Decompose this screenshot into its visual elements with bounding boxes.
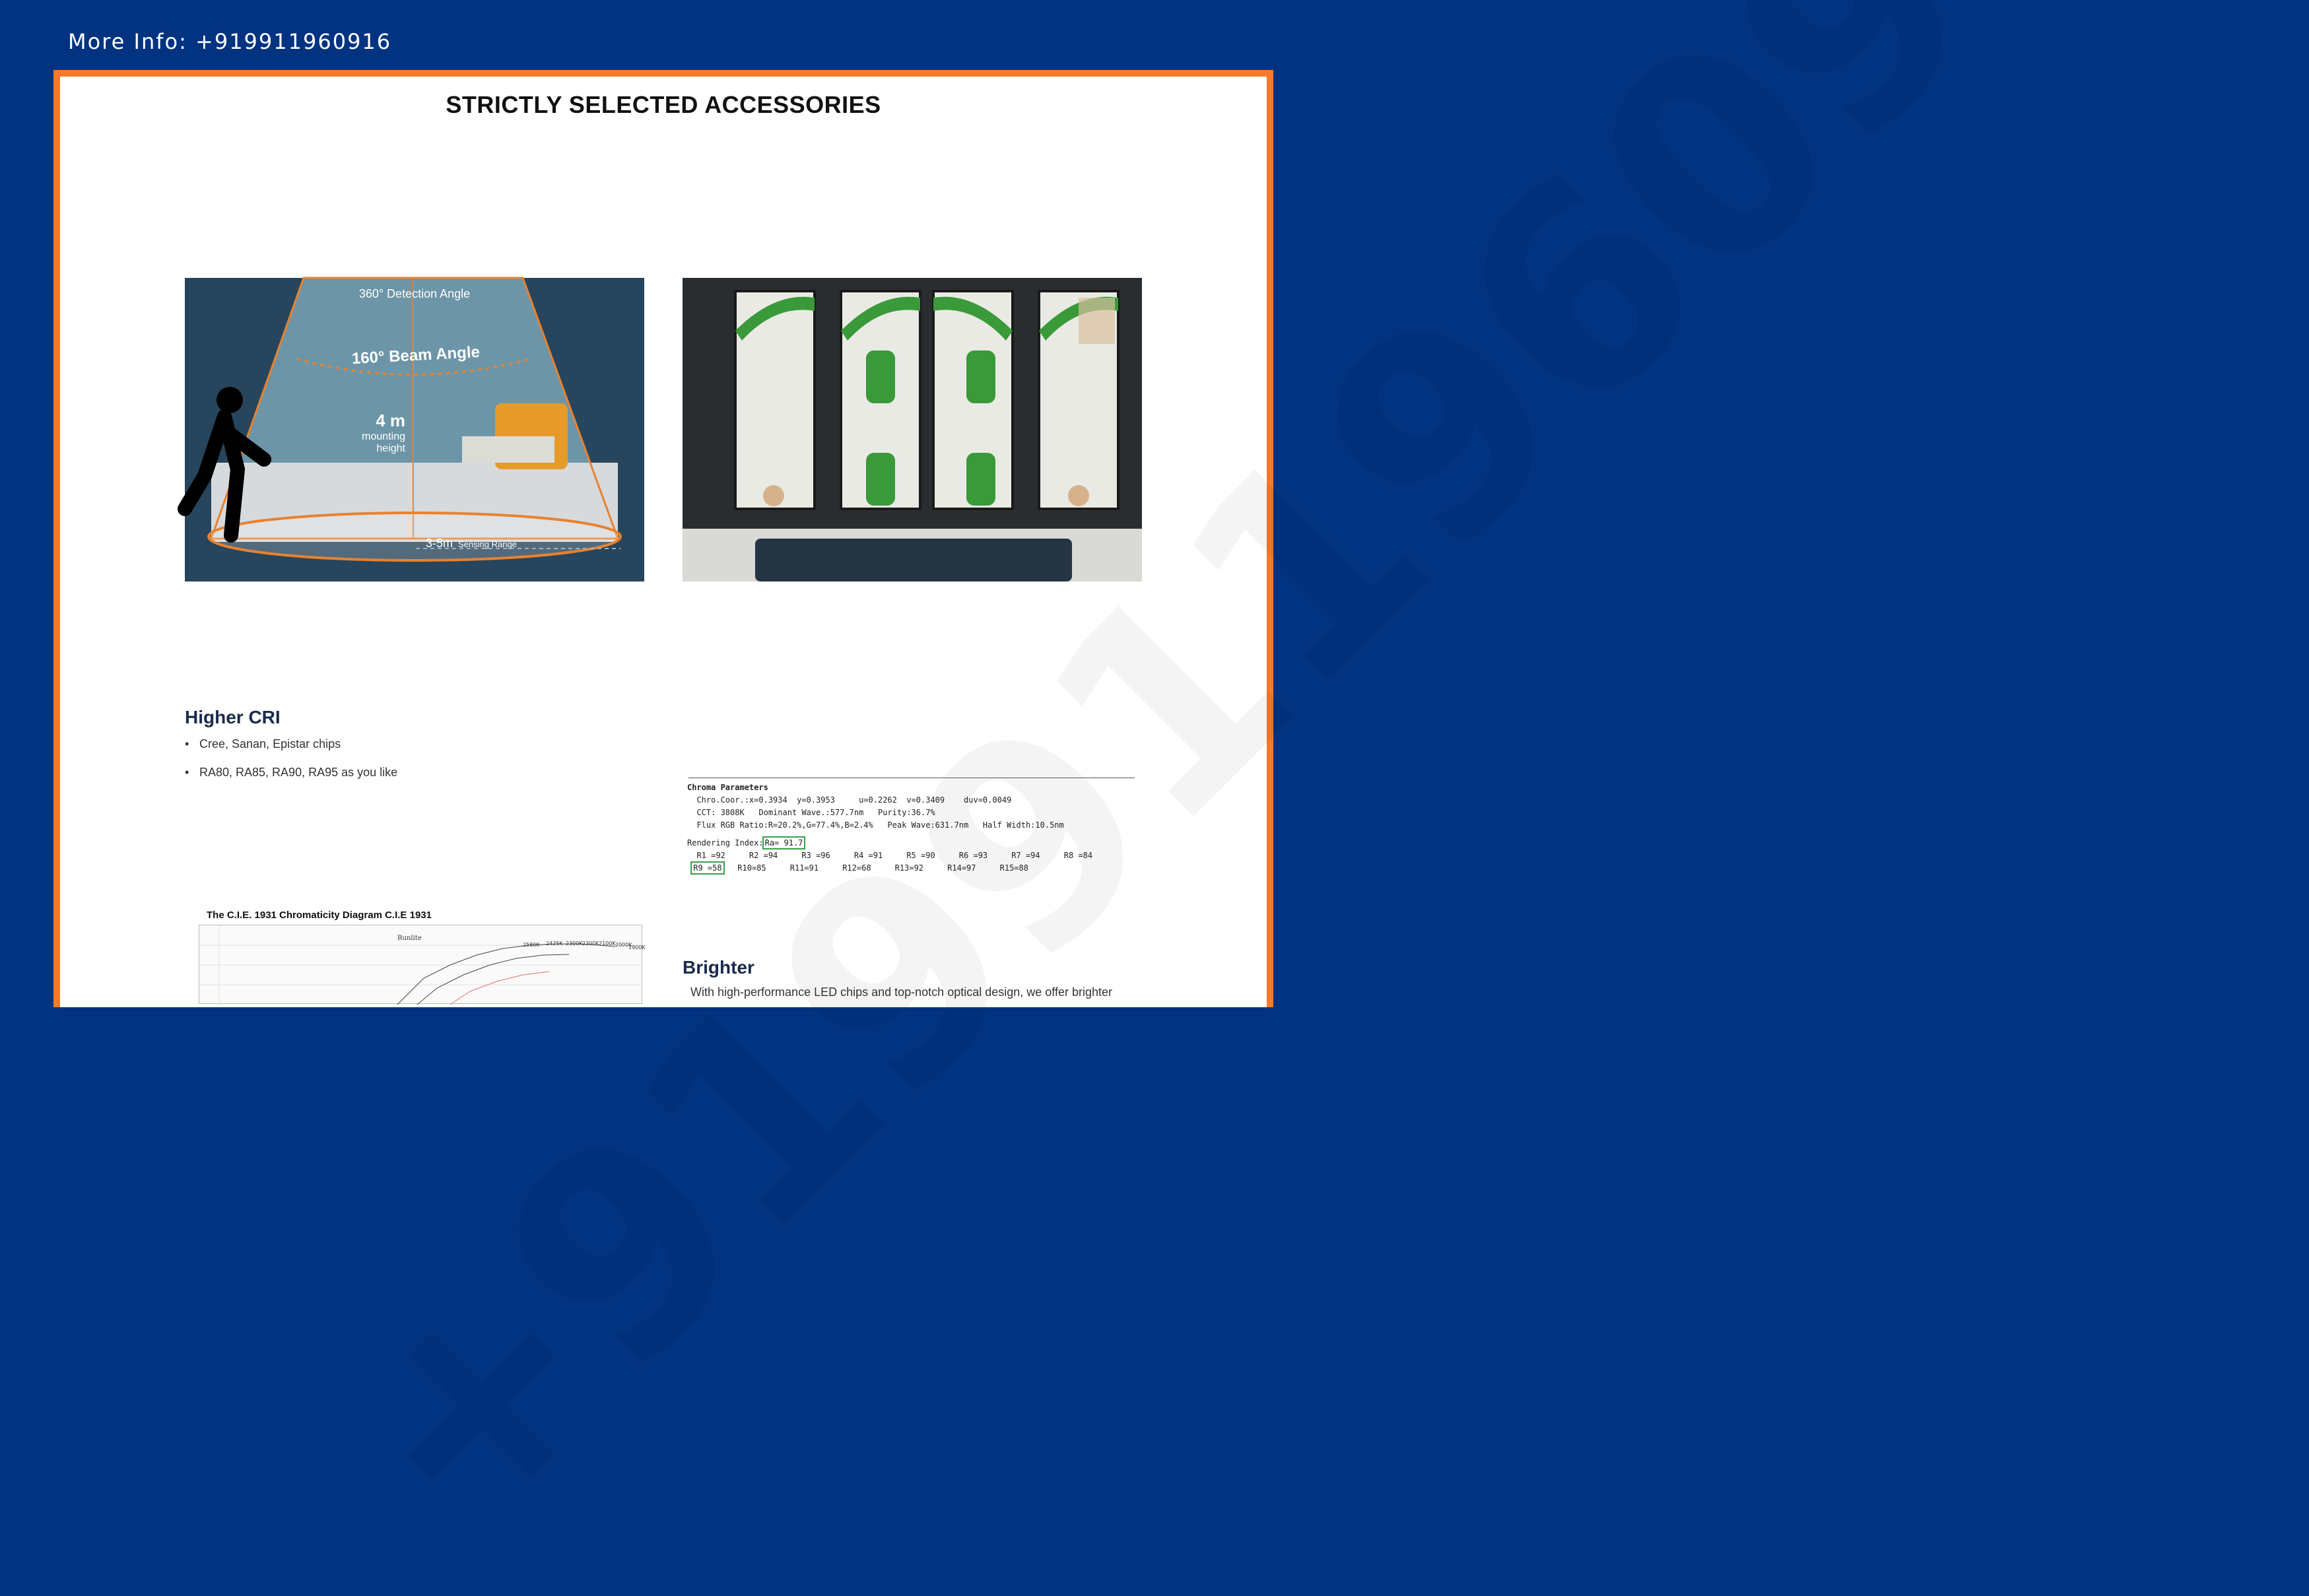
beam-angle-label: 160° Beam Angle <box>351 343 481 368</box>
cie-temp-5: 2000K <box>615 942 632 948</box>
cri-bullets <box>185 737 397 794</box>
cie-temp-1: 2425K <box>546 941 563 947</box>
cie-temp-2: 2300K <box>566 941 583 947</box>
report-r-row-2 <box>687 862 1143 875</box>
contact-info: More Info: +919911960916 <box>68 29 392 54</box>
sensing-range-value: 3-5m <box>426 537 453 550</box>
cie-temp-6: 1900K <box>628 945 646 950</box>
cie-temp-0: 2580K <box>523 942 540 948</box>
sensing-range-label: Sensing Range <box>458 539 517 549</box>
cie-temp-3: 2300K <box>582 941 599 947</box>
ra-value: Ra= 91.7 <box>764 838 803 848</box>
content-frame <box>53 70 1273 1007</box>
report-r-row-2-rest: R10=85 R11=91 R12=68 R13=92 R14=97 R15=88 <box>723 863 1028 873</box>
cri-bullet-ra: • RA80, RA85, RA90, RA95 as you like <box>185 766 397 780</box>
rendering-index-label: Rendering Index: <box>687 838 764 848</box>
cie-chart-svg <box>199 925 646 1005</box>
report-heading: Chroma Parameters <box>687 783 768 792</box>
watermark <box>279 0 2308 1596</box>
mounting-height-value: 4 m <box>376 411 405 430</box>
stained-glass-image <box>683 278 1142 582</box>
mounting-height-label-1: mounting <box>362 431 405 442</box>
stained-glass-illustration <box>683 278 1142 582</box>
cie-chart-title: The C.I.E. 1931 Chromaticity Diagram C.I.E 1931 <box>207 910 432 921</box>
cie-temp-4: 2100K <box>599 941 616 947</box>
report-line-flux: Flux RGB Ratio:R=20.2%,G=77.4%,B=2.4% Peak Wave:631.7nm Half Width:10.5nm <box>687 820 1064 830</box>
sensor-illustration <box>185 278 644 582</box>
cie-chart-image <box>199 925 646 1004</box>
section-title: STRICTLY SELECTED ACCESSORIES <box>446 91 881 118</box>
chroma-report-image <box>687 778 1143 875</box>
detection-angle-label: 360° Detection Angle <box>358 287 471 300</box>
cie-brand: Runlite <box>397 935 422 942</box>
report-rendering-row <box>687 837 1143 849</box>
mounting-height-label-2: height <box>376 443 405 454</box>
brighter-text: With high-performance LED chips and top-notch optical design, we offer brighter <box>690 985 1113 999</box>
motion-sensor-image <box>185 278 644 582</box>
report-r-row-1: R1 =92 R2 =94 R3 =96 R4 =91 R5 =90 R6 =93 R7 =94 R8 =84 <box>687 851 1093 860</box>
brighter-title: Brighter <box>683 957 754 978</box>
report-line-cct: CCT: 3808K Dominant Wave.:577.7nm Purity:36.7% <box>687 808 935 817</box>
cri-title: Higher CRI <box>185 707 281 727</box>
report-line-coords: Chro.Coor.:x=0.3934 y=0.3953 u=0.2262 v=0.3409 duv=0.0049 <box>687 795 1012 805</box>
cri-bullet-chips: • Cree, Sanan, Epistar chips <box>185 737 397 751</box>
r9-value: R9 =58 <box>693 863 722 873</box>
